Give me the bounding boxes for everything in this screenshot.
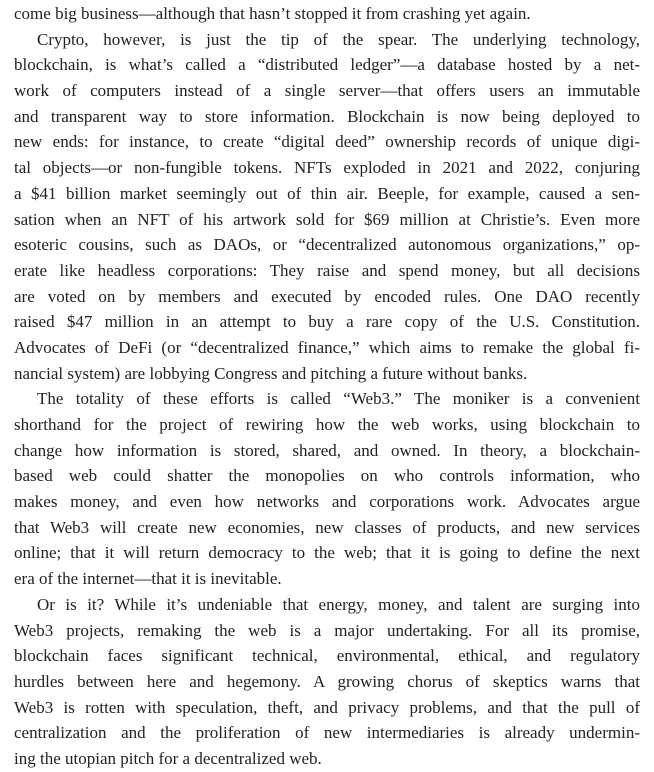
text-line: Crypto, however, is just the tip of the spear. The underlying technology, [37, 29, 640, 49]
text-line: era of the internet—that it is inevitable. [14, 569, 282, 589]
text-line: blockchain faces significant technical, environmental, ethical, and regulatory [14, 646, 640, 666]
text-line: are voted on by members and executed by encoded rules. One DAO recently [14, 286, 640, 306]
text-line: Web3 projects, remaking the web is a major undertaking. For all its promise, [14, 620, 640, 640]
text-line: centralization and the proliferation of new intermediaries is already undermin- [14, 723, 640, 743]
text-line: based web could shatter the monopolies on who controls information, who [14, 466, 640, 486]
text-line: The totality of these efforts is called “Web3.” The moniker is a convenient [37, 389, 640, 409]
text-line: ing the utopian pitch for a decentralized web. [14, 748, 322, 768]
paragraph-skeptics [14, 592, 640, 772]
text-line: shorthand for the project of rewiring how the web works, using blockchain to [14, 415, 640, 434]
text-line: new ends: for instance, to create “digital deed” ownership records of unique digi- [14, 132, 640, 152]
text-line: makes money, and even how networks and corporations work. Advocates argue [14, 492, 640, 512]
text-line: that Web3 will create new economies, new classes of products, and new services [14, 517, 640, 537]
text-line: blockchain, is what’s called a “distributed ledger”—a database hosted by a net- [14, 55, 640, 75]
text-line: Or is it? While it’s undeniable that energy, money, and talent are surging into [37, 594, 640, 614]
text-line: online; that it will return democracy to the web; that it is going to define the next [14, 543, 640, 563]
text-line: erate like headless corporations: They raise and spend money, but all decisions [14, 260, 640, 280]
text-line: esoteric cousins, such as DAOs, or “decentralized autonomous organizations,” op- [14, 235, 640, 255]
article-page [14, 0, 640, 772]
text-line: work of computers instead of a single server—that offers users an immutable [14, 81, 640, 101]
text-line: a $41 billion market seemingly out of thin air. Beeple, for example, caused a sen- [14, 183, 640, 203]
paragraph-web3-totality [14, 386, 640, 592]
text-line: Web3 is rotten with speculation, theft, and privacy problems, and that the pull of [14, 697, 640, 717]
text-line: change how information is stored, shared, and owned. In theory, a blockchain- [14, 440, 640, 460]
text-line: and transparent way to store information. Blockchain is now being deployed to [14, 106, 640, 126]
text-line: sation when an NFT of his artwork sold for $69 million at Christie’s. Even more [14, 209, 640, 229]
paragraph-continuation [14, 1, 640, 27]
text-line: raised $47 million in an attempt to buy a rare copy of the U.S. Constitution. [14, 312, 640, 332]
text-line: Advocates of DeFi (or “decentralized finance,” which aims to remake the global fi- [14, 337, 640, 357]
paragraph-crypto-tip-of-spear [14, 27, 640, 387]
text-line: hurdles between here and hegemony. A growing chorus of skeptics warns that [14, 671, 640, 691]
text-line: tal objects—or non-fungible tokens. NFTs exploded in 2021 and 2022, conjuring [14, 158, 640, 178]
text-line: nancial system) are lobbying Congress and pitching a future without banks. [14, 363, 528, 383]
text-line: come big business—although that hasn’t stopped it from crashing yet again. [14, 4, 531, 23]
